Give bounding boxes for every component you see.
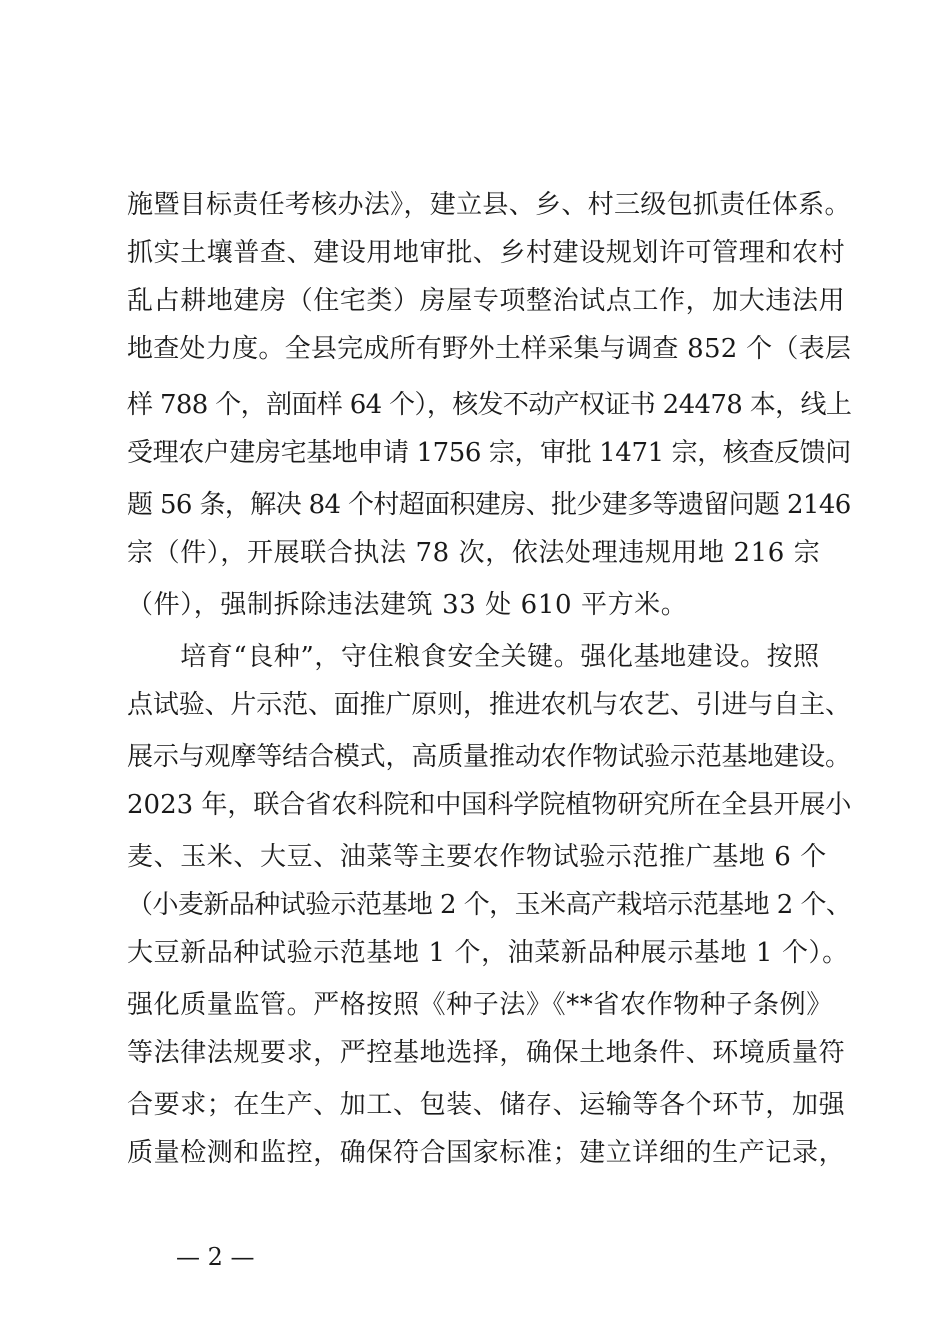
text-line: 质量检测和监控，确保符合国家标准；建立详细的生产记录，: [127, 1138, 846, 1168]
text-line: 地查处力度。全县完成所有野外土样采集与调查 852 个（表层: [127, 334, 852, 364]
text-line: 点试验、片示范、面推广原则，推进农机与农艺、引进与自主、: [127, 690, 851, 720]
text-line: 麦、玉米、大豆、油菜等主要农作物试验示范推广基地 6 个: [127, 842, 827, 872]
text-line: 宗（件），开展联合执法 78 次，依法处理违规用地 216 宗: [127, 538, 821, 568]
text-line: （件），强制拆除违法建筑 33 处 610 平方米。: [127, 590, 688, 620]
text-line: 等法律法规要求，严控基地选择，确保土地条件、环境质量符: [127, 1038, 846, 1068]
text-line: 强化质量监管。严格按照《种子法》《**省农作物种子条例》: [127, 990, 833, 1020]
text-line: 样 788 个，剖面样 64 个），核发不动产权证书 24478 本，线上: [127, 390, 852, 420]
text-line: 抓实土壤普查、建设用地审批、乡村建设规划许可管理和农村: [127, 238, 846, 268]
text-line: 受理农户建房宅基地申请 1756 宗，审批 1471 宗，核查反馈问: [127, 438, 851, 468]
text-line: （小麦新品种试验示范基地 2 个，玉米高产栽培示范基地 2 个、: [127, 890, 852, 920]
page-number: — 2 —: [176, 1243, 255, 1271]
text-line: 培育“良种”，守住粮食安全关键。强化基地建设。按照: [127, 642, 820, 672]
text-line: 施暨目标责任考核办法》，建立县、乡、村三级包抓责任体系。: [127, 190, 851, 220]
text-line: 题 56 条，解决 84 个村超面积建房、批少建多等遗留问题 2146: [127, 490, 851, 520]
text-line: 大豆新品种试验示范基地 1 个，油菜新品种展示基地 1 个）。: [127, 938, 849, 968]
text-line: 合要求；在生产、加工、包装、储存、运输等各个环节，加强: [127, 1090, 846, 1120]
text-line: 2023 年，联合省农科院和中国科学院植物研究所在全县开展小: [127, 790, 852, 820]
text-line: 乱占耕地建房（住宅类）房屋专项整治试点工作，加大违法用: [127, 286, 846, 316]
text-line: 展示与观摩等结合模式，高质量推动农作物试验示范基地建设。: [127, 742, 851, 772]
